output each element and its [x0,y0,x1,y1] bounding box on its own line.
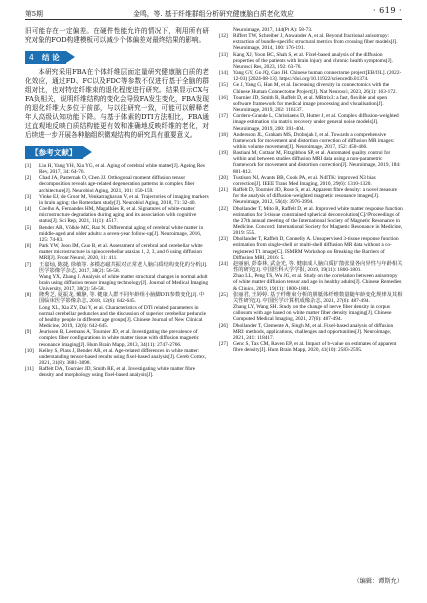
reference-text: Cordero-Grande L, Christiaens D, Hutter J, et al. Complex diffusion-weighted image estimation via matrix recovery under general noise models[J]. Neuroimage, 2019, 200: 391-404. [233,113,399,132]
reference-text: Park YW, Joon IM, Guo B, et al. Assessment of cerebral and cerebellar white matter microstructure in spinocerebellar ataxias 1, 2, 3, and 6 using diffusion MRI[J]. Front Neurol, 2020, 11: 411. [39,243,203,262]
reference-number: [9] [25,329,32,336]
reference-item [219,113,403,131]
reference-text: Riffert TW, Schreiber J, Anwander A, et al. Beyond fractional anisotropy: extraction of bundle-specific structural metrics from crossing fiber models[J]. Neuroimage, 2014, 100: 176-191. [233,33,398,52]
reference-number: [1] [25,163,32,169]
reference-text: 张丽君, 王婷婷. 基于纤维束分析的胼胝体纤维数量随年龄变化规律及其相关性研究[J]. 中国医学计算机成像杂志, 2021, 27(6): 487-494. [233,291,403,304]
reference-item [25,262,209,274]
reference-text: Dhollander T, Mito R, Raffelt D, et al. Improved white matter response function estimation for 3-tissue constrained spherical deconvolution[C]//Proceedings of the 27th annual meeting of the International Society of Magnetic Resonance in Medicine. Concord: International Society for Magnetic Resonance in Medicine, 2019: 555. [233,205,403,237]
reference-text: Dhollander T, Clemente A, Singh M, et al. Fixel-based analysis of diffusion MRI: methods, applications, challenges and opportunities[J]. Neuroimage, 2021, 241: 118417. [233,322,394,341]
running-title: 金鸣，等. 基于纤维群组分析研究健康脑白质老化效应 [133,10,294,18]
reference-number: [19] [219,150,228,157]
reference-item [25,194,209,206]
reference-item [219,236,403,261]
reference-item [25,292,209,304]
reference-text: Raffelt D, Tournier JD, Rose S, et al. Apparent fibre density: a novel measure for the analysis of diffusion-weighted magnetic resonance images[J]. Neuroimage, 2012, 59(4): 3976-3994. [233,187,398,206]
reference-number: [25] [219,291,228,298]
right-column [219,27,403,587]
discussion-paragraph: 旧可能存在一定偏差。在硬件性能允许的情况下，利用所有研究对象的FOD构建模板可以减少个体偏差对最终结果的影响。 [25,27,209,44]
reference-item [219,95,403,113]
reference-text: Jeurissen B, Leemans A, Tournier JD, et al. Investigating the prevalence of complex fiber configurations in white matter tissue with diffusion magnetic resonance imaging[J]. Hum Brain Mapp, 2013, 34(11): 2747-2766. [39,329,200,348]
reference-number: [13] [219,51,228,58]
page-header [25,6,402,20]
reference-text: Dhollander T, Raffelt D, Connelly A. Unsupervised 3-tissue response function estimation from single-shell or multi-shell diffusion MR data without a co-registered T1 image[C]. ISMRM Workshop on Breaking the Barriers of Diffusion MRI, 2016: 5. [233,236,399,261]
reference-item [25,366,209,378]
reference-text: Tournier JD, Smith R, Raffelt D, et al. MRtrix3: a fast, flexible and open software framework for medical image processing and visualisation[J]. Neuroimage, 2019, 202: 116137. [233,94,387,114]
reference-item [25,243,209,261]
section-number: 4 [29,53,34,62]
reference-text: Vinke EJ, de Groot M, Venkatraghavan V, et al. Trajectories of imaging markers in brain aging: the Rotterdam study[J]. Neurobiol Aging, 2018, 71: 32-40. [39,193,209,206]
section-title: 结 论 [41,53,60,62]
reference-number: [17] [219,113,228,120]
reference-text: Wang YX, Zhang J. Analysis of white matter structural changes in normal adult brain using diffusion tensor imaging technology[J]. Journal of Medical Imaging University, 2017, 38(2): 56-58. [39,273,209,293]
reference-item [219,82,403,94]
reference-text: Kelley S, Plass J, Bender AR, et al. Age-related differences in white matter: understanding tensor-based results using fixel-based analysis[J]. Cereb Cortex, 2021, 31(8): 3881-3898. [39,347,207,366]
reference-number: [2] [25,175,32,182]
reference-number: [8] [25,292,32,299]
reference-item [219,52,403,70]
reference-item [219,292,403,304]
reference-number: [15] [219,82,228,89]
reference-text: Andersson JL, Graham MS, Drobnjak I, et al. Towards a comprehensive framework for movement and distortion correction of diffusion MR images: within volume movement[J]. Neuroimage, 2017, 152: 450-466. [233,131,395,150]
reference-text: Zhang LY, Wang SH. Study on the change of nerve fiber density in corpus callosum with age based on white matter fiber density imaging[J]. Chinese Computed Medical Imaging, 2021, 27(6): 487-494. [233,304,392,323]
reference-item [219,323,403,341]
reference-number: [5] [25,224,32,231]
reference-text: 隆秀芝, 夏振龙, 戴静, 等. 健康人群不同年龄组小脑脚DTI参数变化[J]. 中国临床医学影像杂志, 2018, 12(6): 642-645. [39,292,205,305]
reference-text: Genc S, Tax CM, Raven EP, et al. Impact of b-value on estimates of apparent fibre density[J]. Hum Brain Mapp, 2020, 41(10): 2583-2595. [233,340,397,354]
reference-number: [7] [25,261,32,268]
reference-number: [21] [219,187,228,194]
reference-number: [24] [219,260,228,267]
reference-item [25,225,209,243]
reference-text: Long XL, Xia ZY, Dai Y, et al. Characteristics of DTI related parameters in normal cerebellar peduncles and the discussion of superior cerebellar peduncle of healthy people in different age groups[J]. Chinese Journal of New Clinical Medicine, 2019, 12(6): 642-645. [39,304,206,330]
conclusion-paragraph: 本研究采用FBA在个体纤维层面定量研究健康脑白质的老化效应，通过FD、FC以及FDC等参数不仅进行基于全脑的群组对比，也对特定纤维束的退化程度进行研究。结果显示CX与FA负相关，说明纤维结构的变化会导致FA发生变化，FBA发现的退化纤维大多位于前部，与以往研究一致，可能可以解释老年人高级认知功能下降。与基于体素的DTI方法相比，FBA通过直观地反映白质结构能更有效和准确地反映纤维的老化，对后续进一步开展各种脑组织微观结构的研究具有重要意义。 [25,68,209,139]
reference-number: [10] [25,347,34,354]
section-heading [25,51,66,64]
reference-number: [26] [219,322,228,329]
reference-text: Kang XJ, Yoon BC, Shah S, et al. Fixel-based analysis of the diffusion properties of the patients with brain injury and chronic health symptoms[J]. Neurosci Res, 2023, 192: 63-76. [233,51,393,70]
reference-item [25,163,209,175]
reference-number: [18] [219,131,228,138]
reference-number [25,274,39,292]
reference-number: [23] [219,236,228,243]
reference-item [25,206,209,224]
reference-text: Zhao LL, Peng TS, Wu JG, et al. Study on the correlation between anisotropy of white matter diffusion tensor and age in healthy adults[J]. Chinese Remedies & Clinics, 2019, 19(11): 1800-1801. [233,273,402,292]
reference-item [25,274,209,292]
reference-item [219,304,403,322]
reference-text: Raffelt DA, Tournier JD, Smith RE, et al. Investigating white matter fibre density and morphology using fixel-based analysis[J]. [39,366,196,379]
reference-item [25,348,209,366]
reference-item [25,305,209,330]
reference-number: [3] [25,193,32,200]
reference-text: 赵丽丽, 彭泰林, 武金光, 等. 健康成人脑白质扩散张量各向异性与年龄相关性的研究[J]. 中国医科大学学报, 2019, 19(11): 1800-1801. [233,260,403,274]
reference-text: Neuroimage, 2017, 144(Pt A): 58-73. [233,27,313,33]
reference-text: Bender AR, Völkle MC, Raz N. Differential aging of cerebral white matter in middle-aged and older adults: a seven-year follow-up[J]. Neuroimage, 2016, 125: 74-83. [39,224,204,243]
page-number: · 619 · [373,6,402,15]
reference-item [219,261,403,273]
reference-item [25,329,209,347]
reference-text: Coelho A, Fernandes HM, Magalhães R, et al. Signatures of white-matter microstructure degradation during aging and its association with cognitive status[J]. Sci Rep, 2021, 11(1): 4517. [39,206,197,225]
reference-text: Yang GY, Go JQ, Gao JH. Chinese human connectome project[EB/OL]. (2022-12-03) [2024-08-13]. https://doi.org/10.11922/sciencedb.01374. [233,70,402,83]
left-column [25,27,209,587]
reference-number: [4] [25,206,32,213]
reference-item [219,175,403,187]
editor-note: （编辑：谭斯允） [353,578,403,585]
reference-number: [14] [219,70,228,77]
reference-item [219,150,403,175]
reference-number: [16] [219,94,228,101]
reference-number: [6] [25,243,32,250]
reference-number: [12] [219,33,228,40]
reference-number [219,304,233,322]
references-heading: 【参考文献】 [25,146,83,159]
reference-item [219,70,403,82]
reference-item [219,132,403,150]
reference-item [219,206,403,237]
reference-item [219,341,403,353]
reference-text: Liu H, Yang YH, Xia YG, et al. Aging of cerebral white matter[J]. Ageing Res Rev, 2017, 34: 64-76. [39,163,205,176]
reference-item [219,273,403,291]
reference-list [25,163,209,378]
reference-text: Chad JA, Pasternak O, Chen JJ. Orthogonal moment diffusion tensor decomposition reveals age-related degeneration patterns in complex fiber architecture[J]. Neurobiol Aging, 2021, 101: 150-159. [39,175,195,194]
reference-text: Bastiani M, Cottaar M, Fitzgibbon SP, et al. Automated quality control for within and between studies diffusion MRI data using a non-parametric framework for movement and distortion correction[J]. Neuroimage, 2019, 184: 801-812. [233,150,401,175]
reference-number: [20] [219,174,228,181]
reference-number: [27] [219,340,228,347]
reference-item [25,175,209,193]
reference-number: [11] [25,366,34,373]
reference-text: Tustison NJ, Avants BB, Cook PA, et al. N4ITK: improved N3 bias correction[J]. IEEE Trans Med Imaging, 2010, 29(6): 1310-1320. [233,174,376,187]
reference-number: [22] [219,205,228,212]
issue-label: 第5期 [25,10,43,18]
reference-list-continued [219,27,403,353]
reference-text: 王嘉灿, 陈捷, 徐敏等. 多模态磁共振对正常老人脑白质结构变化的分析[J]. 医学影像学杂志, 2017, 38(2): 56-58. [39,261,208,274]
reference-number [219,273,233,291]
reference-item [219,33,403,51]
reference-item [219,187,403,205]
reference-text: Ge J, Yang G, Han M, et al. Increasing diversity in connectomics with the Chinese Human Connectome Project[J]. Nat Neurosci, 2023, 26(1): 163-172. [233,82,397,95]
reference-number [25,305,39,330]
